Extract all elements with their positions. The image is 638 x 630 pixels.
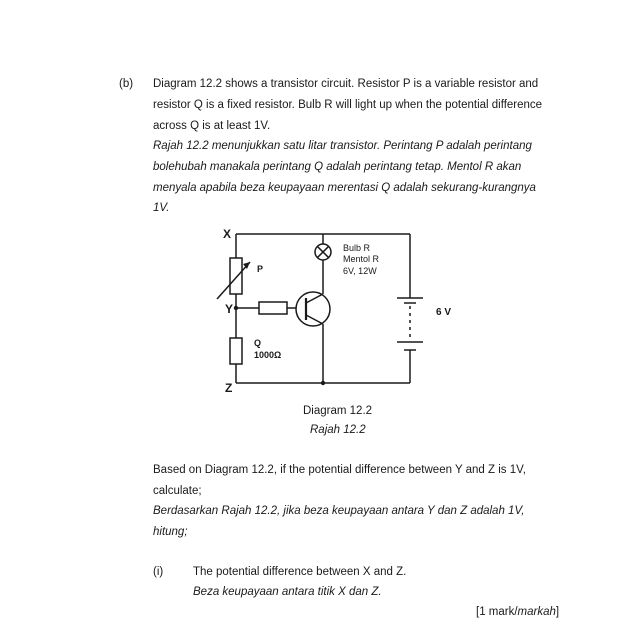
intro-ms-line-4: 1V. (153, 202, 170, 214)
intro-en-line-3: across Q is at least 1V. (153, 120, 271, 132)
diagram-caption-ms: Rajah 12.2 (310, 424, 366, 436)
prompt-en-line-1: Based on Diagram 12.2, if the potential difference between Y and Z is 1V, (153, 464, 526, 476)
base-resistor (259, 302, 287, 314)
battery (397, 298, 423, 350)
label-bulb-ms: Mentol R (343, 254, 380, 264)
label-y: Y (225, 302, 234, 316)
intro-en-line-2: resistor Q is a fixed resistor. Bulb R will light up when the potential difference (153, 99, 543, 111)
marks-prefix: [1 mark/ (476, 606, 518, 618)
intro-ms-line-3: menyala apabila beza keupayaan merentasi Q adalah sekurang-kurangnya (153, 182, 536, 194)
prompt-ms-line-2: hitung; (153, 526, 188, 538)
prompt-en-line-2: calculate; (153, 485, 202, 497)
label-p: P (257, 264, 264, 274)
prompt-ms-line-1: Berdasarkan Rajah 12.2, jika beza keupayaan antara Y dan Z adalah 1V, (153, 505, 525, 517)
marks-ms: markah (517, 606, 556, 618)
label-bulb-rating: 6V, 12W (343, 266, 377, 276)
diagram-caption-en: Diagram 12.2 (303, 405, 373, 417)
label-battery: 6 V (436, 307, 452, 318)
label-x: X (223, 227, 232, 241)
sub-question-label: (i) (153, 566, 164, 578)
fixed-resistor-q (230, 338, 242, 364)
variable-resistor-p (230, 258, 242, 294)
sub-question-text-en: The potential difference between X and Z. (193, 566, 407, 578)
part-label: (b) (119, 78, 134, 90)
transistor (296, 292, 330, 326)
sub-question-text-ms: Beza keupayaan antara titik X dan Z. (193, 586, 382, 598)
intro-ms-line-2: bolehubah manakala perintang Q adalah perintang tetap. Mentol R akan (153, 161, 522, 173)
label-q: Q (254, 338, 262, 348)
marks-suffix: ] (555, 606, 560, 618)
intro-en-line-1: Diagram 12.2 shows a transistor circuit. Resistor P is a variable resistor and (153, 78, 539, 90)
intro-ms-line-1: Rajah 12.2 menunjukkan satu litar transistor. Perintang P adalah perintang (153, 140, 532, 152)
label-bulb-en: Bulb R (343, 243, 371, 253)
label-q-value: 1000Ω (254, 350, 282, 360)
label-z: Z (225, 381, 233, 395)
marks-indicator (476, 606, 559, 618)
